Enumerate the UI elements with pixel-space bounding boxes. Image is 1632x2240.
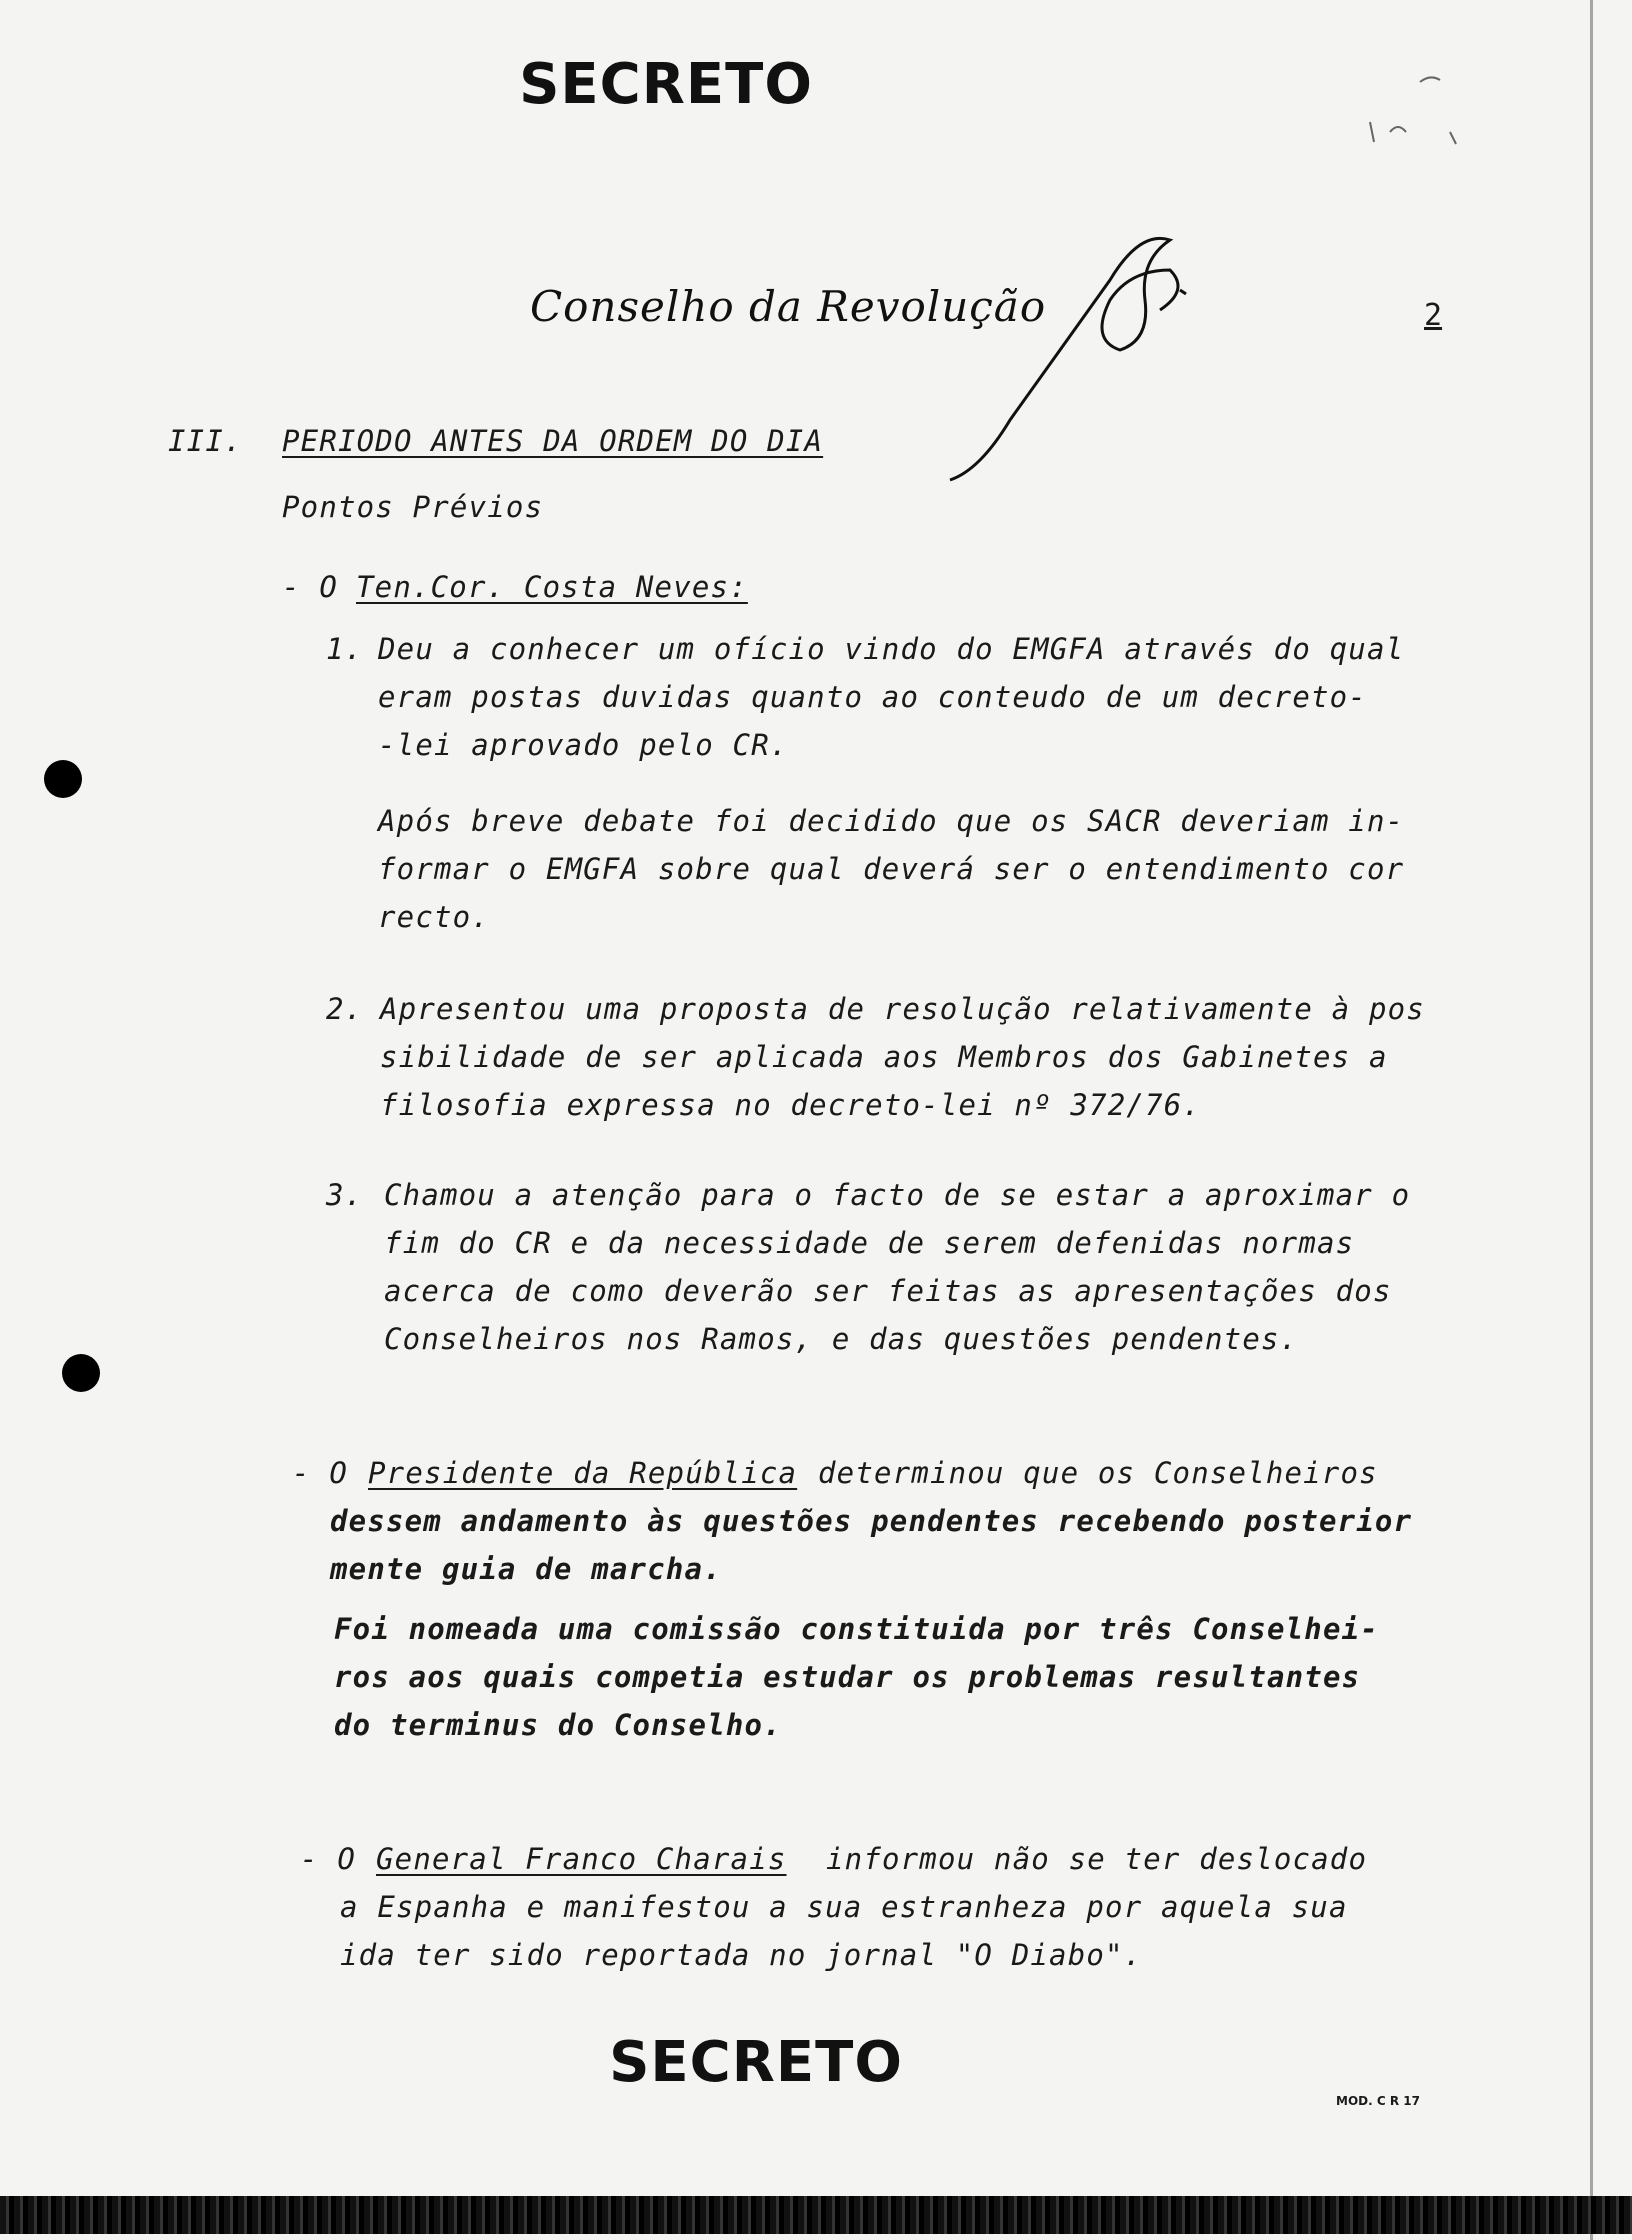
signature-initials xyxy=(940,220,1240,500)
item3-line: acerca de como deverão ser feitas as apresentações dos xyxy=(384,1274,1392,1308)
section-title: PERIODO ANTES DA ORDEM DO DIA xyxy=(282,424,824,458)
classification-stamp-top: SECRETO xyxy=(519,52,813,117)
speaker3-name: General Franco Charais xyxy=(376,1842,787,1876)
item2-line: filosofia expressa no decreto-lei nº 372/76. xyxy=(380,1088,1202,1122)
letterhead: Conselho da Revolução xyxy=(530,282,1047,331)
speaker2-line: dessem andamento às questões pendentes recebendo posterior xyxy=(330,1504,1413,1538)
page-number: 2 xyxy=(1424,298,1443,333)
punch-hole xyxy=(44,760,82,798)
item-number: 3. xyxy=(326,1178,364,1212)
speaker2-name: Presidente da República xyxy=(368,1456,798,1490)
form-code: MOD. C R 17 xyxy=(1336,2094,1420,2108)
item3-line: Conselheiros nos Ramos, e das questões pendentes. xyxy=(384,1322,1299,1356)
speaker3-line: ida ter sido reportada no jornal "O Diabo". xyxy=(340,1938,1143,1972)
item2-line: Apresentou uma proposta de resolução relativamente à pos xyxy=(380,992,1425,1026)
speaker3-line: a Espanha e manifestou a sua estranheza por aquela sua xyxy=(340,1890,1348,1924)
punch-hole xyxy=(62,1354,100,1392)
speaker2-prefix: - O xyxy=(292,1456,348,1490)
speaker2-followup-line: Foi nomeada uma comissão constituida por três Conselhei- xyxy=(334,1612,1379,1646)
item2-line: sibilidade de ser aplicada aos Membros dos Gabinetes a xyxy=(380,1040,1388,1074)
speaker1-name: Ten.Cor. Costa Neves: xyxy=(356,570,748,604)
speaker2-line: determinou que os Conselheiros xyxy=(818,1456,1378,1490)
page-edge xyxy=(1590,0,1593,2240)
item1-line: eram postas duvidas quanto ao conteudo de um decreto- xyxy=(378,680,1367,714)
classification-stamp-bottom: SECRETO xyxy=(609,2030,903,2095)
item1-followup-line: formar o EMGFA sobre qual deverá ser o entendimento cor xyxy=(378,852,1405,886)
scan-bottom-band xyxy=(0,2196,1632,2234)
item3-line: Chamou a atenção para o facto de se estar a aproximar o xyxy=(384,1178,1411,1212)
speaker3-line: informou não se ter deslocado xyxy=(826,1842,1368,1876)
section-number: III. xyxy=(168,424,243,458)
section-subtitle: Pontos Prévios xyxy=(282,490,544,524)
item1-followup-line: Após breve debate foi decidido que os SACR deveriam in- xyxy=(378,804,1405,838)
item1-line: Deu a conhecer um ofício vindo do EMGFA através do qual xyxy=(378,632,1405,666)
speaker1-prefix: - O xyxy=(282,570,338,604)
speaker2-followup-line: do terminus do Conselho. xyxy=(334,1708,782,1742)
item-number: 2. xyxy=(326,992,364,1026)
speaker3-prefix: - O xyxy=(300,1842,356,1876)
item1-line: -lei aprovado pelo CR. xyxy=(378,728,789,762)
item-number: 1. xyxy=(326,632,364,666)
speaker2-followup-line: ros aos quais competia estudar os problemas resultantes xyxy=(334,1660,1361,1694)
item3-line: fim do CR e da necessidade de serem defenidas normas xyxy=(384,1226,1355,1260)
item1-followup-line: recto. xyxy=(378,900,490,934)
handwritten-mark xyxy=(1360,62,1480,152)
speaker2-line: mente guia de marcha. xyxy=(330,1552,722,1586)
